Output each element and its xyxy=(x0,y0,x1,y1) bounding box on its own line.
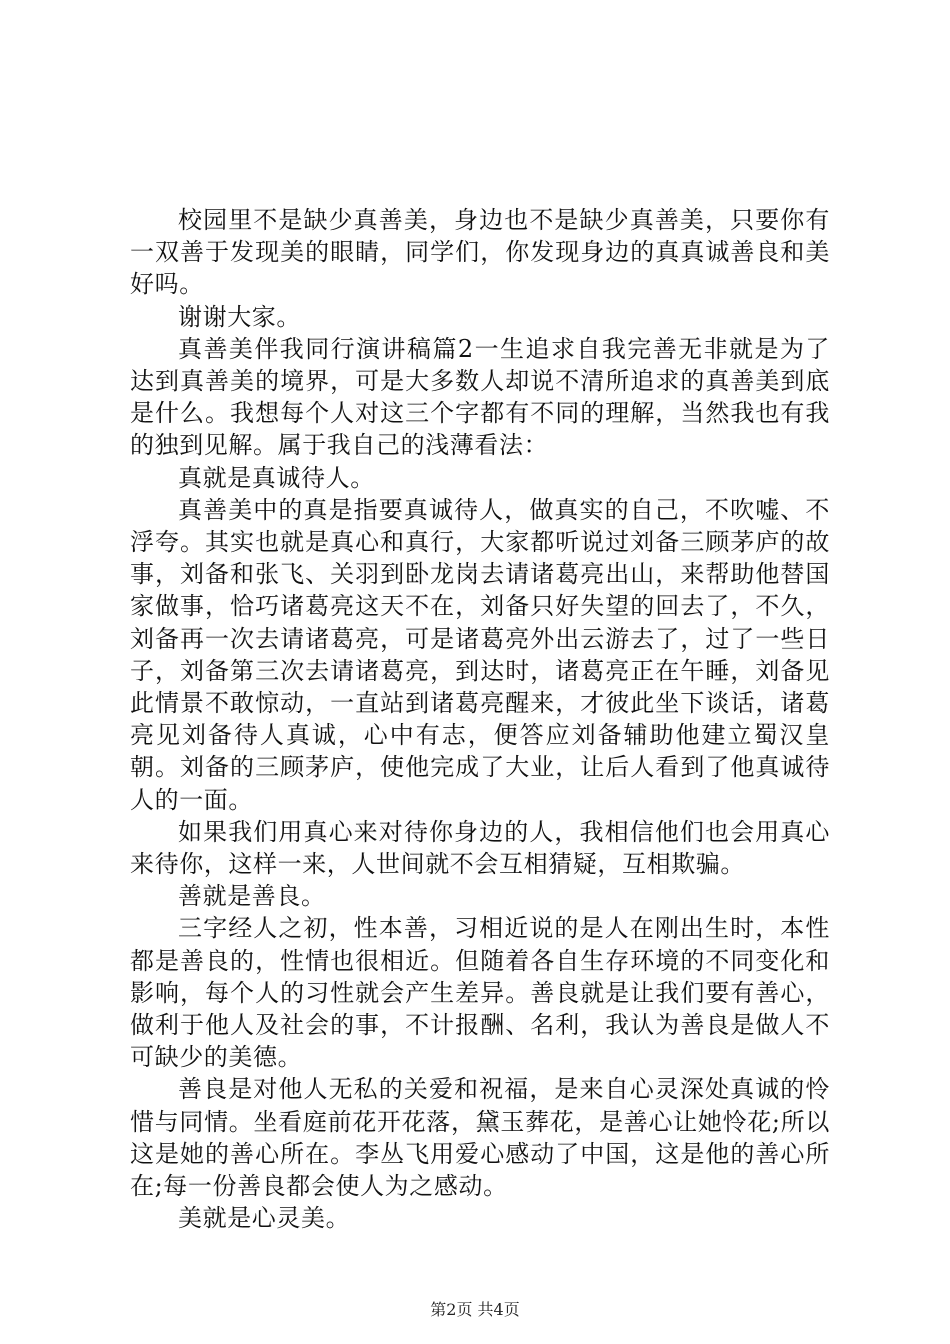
paragraph: 善良是对他人无私的关爱和祝福，是来自心灵深处真诚的怜惜与同情。坐看庭前花开花落，黛玉葬花，是善心让她怜花;所以这是她的善心所在。李丛飞用爱心感动了中国，这是他的善心所在;每一份善良都会使人为之感动。 xyxy=(130,1075,830,1201)
paragraph: 真善美伴我同行演讲稿篇2一生追求自我完善无非就是为了达到真善美的境界，可是大多数人却说不清所追求的真善美到底是什么。我想每个人对这三个字都有不同的理解，当然我也有我的独到见解。属于我自己的浅薄看法： xyxy=(130,334,830,460)
page-footer xyxy=(0,1297,950,1320)
paragraph: 谢谢大家。 xyxy=(178,302,301,331)
paragraph: 美就是心灵美。 xyxy=(178,1204,351,1233)
paragraph: 校园里不是缺少真善美，身边也不是缺少真善美，只要你有一双善于发现美的眼睛，同学们，你发现身边的真真诚善良和美好吗。 xyxy=(130,206,830,299)
page-number: 第2页 xyxy=(430,1300,473,1319)
paragraph: 善就是善良。 xyxy=(178,882,326,911)
paragraph: 如果我们用真心来对待你身边的人，我相信他们也会用真心来待你，这样一来，人世间就不会互相猜疑，互相欺骗。 xyxy=(130,817,830,879)
paragraph: 三字经人之初，性本善，习相近说的是人在刚出生时，本性都是善良的，性情也很相近。但随着各自生存环境的不同变化和影响，每个人的习性就会产生差异。善良就是让我们要有善心，做利于他人及社会的事，不计报酬、名利，我认为善良是做人不可缺少的美德。 xyxy=(130,914,830,1072)
paragraph: 真就是真诚待人。 xyxy=(178,463,375,492)
document-body xyxy=(130,204,830,1235)
paragraph: 真善美中的真是指要真诚待人，做真实的自己，不吹嘘、不浮夸。其实也就是真心和真行，大家都听说过刘备三顾茅庐的故事，刘备和张飞、关羽到卧龙岗去请诸葛亮出山，来帮助他替国家做事，恰巧诸葛亮这天不在，刘备只好失望的回去了，不久，刘备再一次去请诸葛亮，可是诸葛亮外出云游去了，过了一些日子，刘备第三次去请诸葛亮，到达时，诸葛亮正在午睡，刘备见此情景不敢惊动，一直站到诸葛亮醒来，才彼此坐下谈话，诸葛亮见刘备待人真诚，心中有志，便答应刘备辅助他建立蜀汉皇朝。刘备的三顾茅庐，使他完成了大业，让后人看到了他真诚待人的一面。 xyxy=(130,495,830,814)
page-total: 共4页 xyxy=(477,1300,520,1319)
